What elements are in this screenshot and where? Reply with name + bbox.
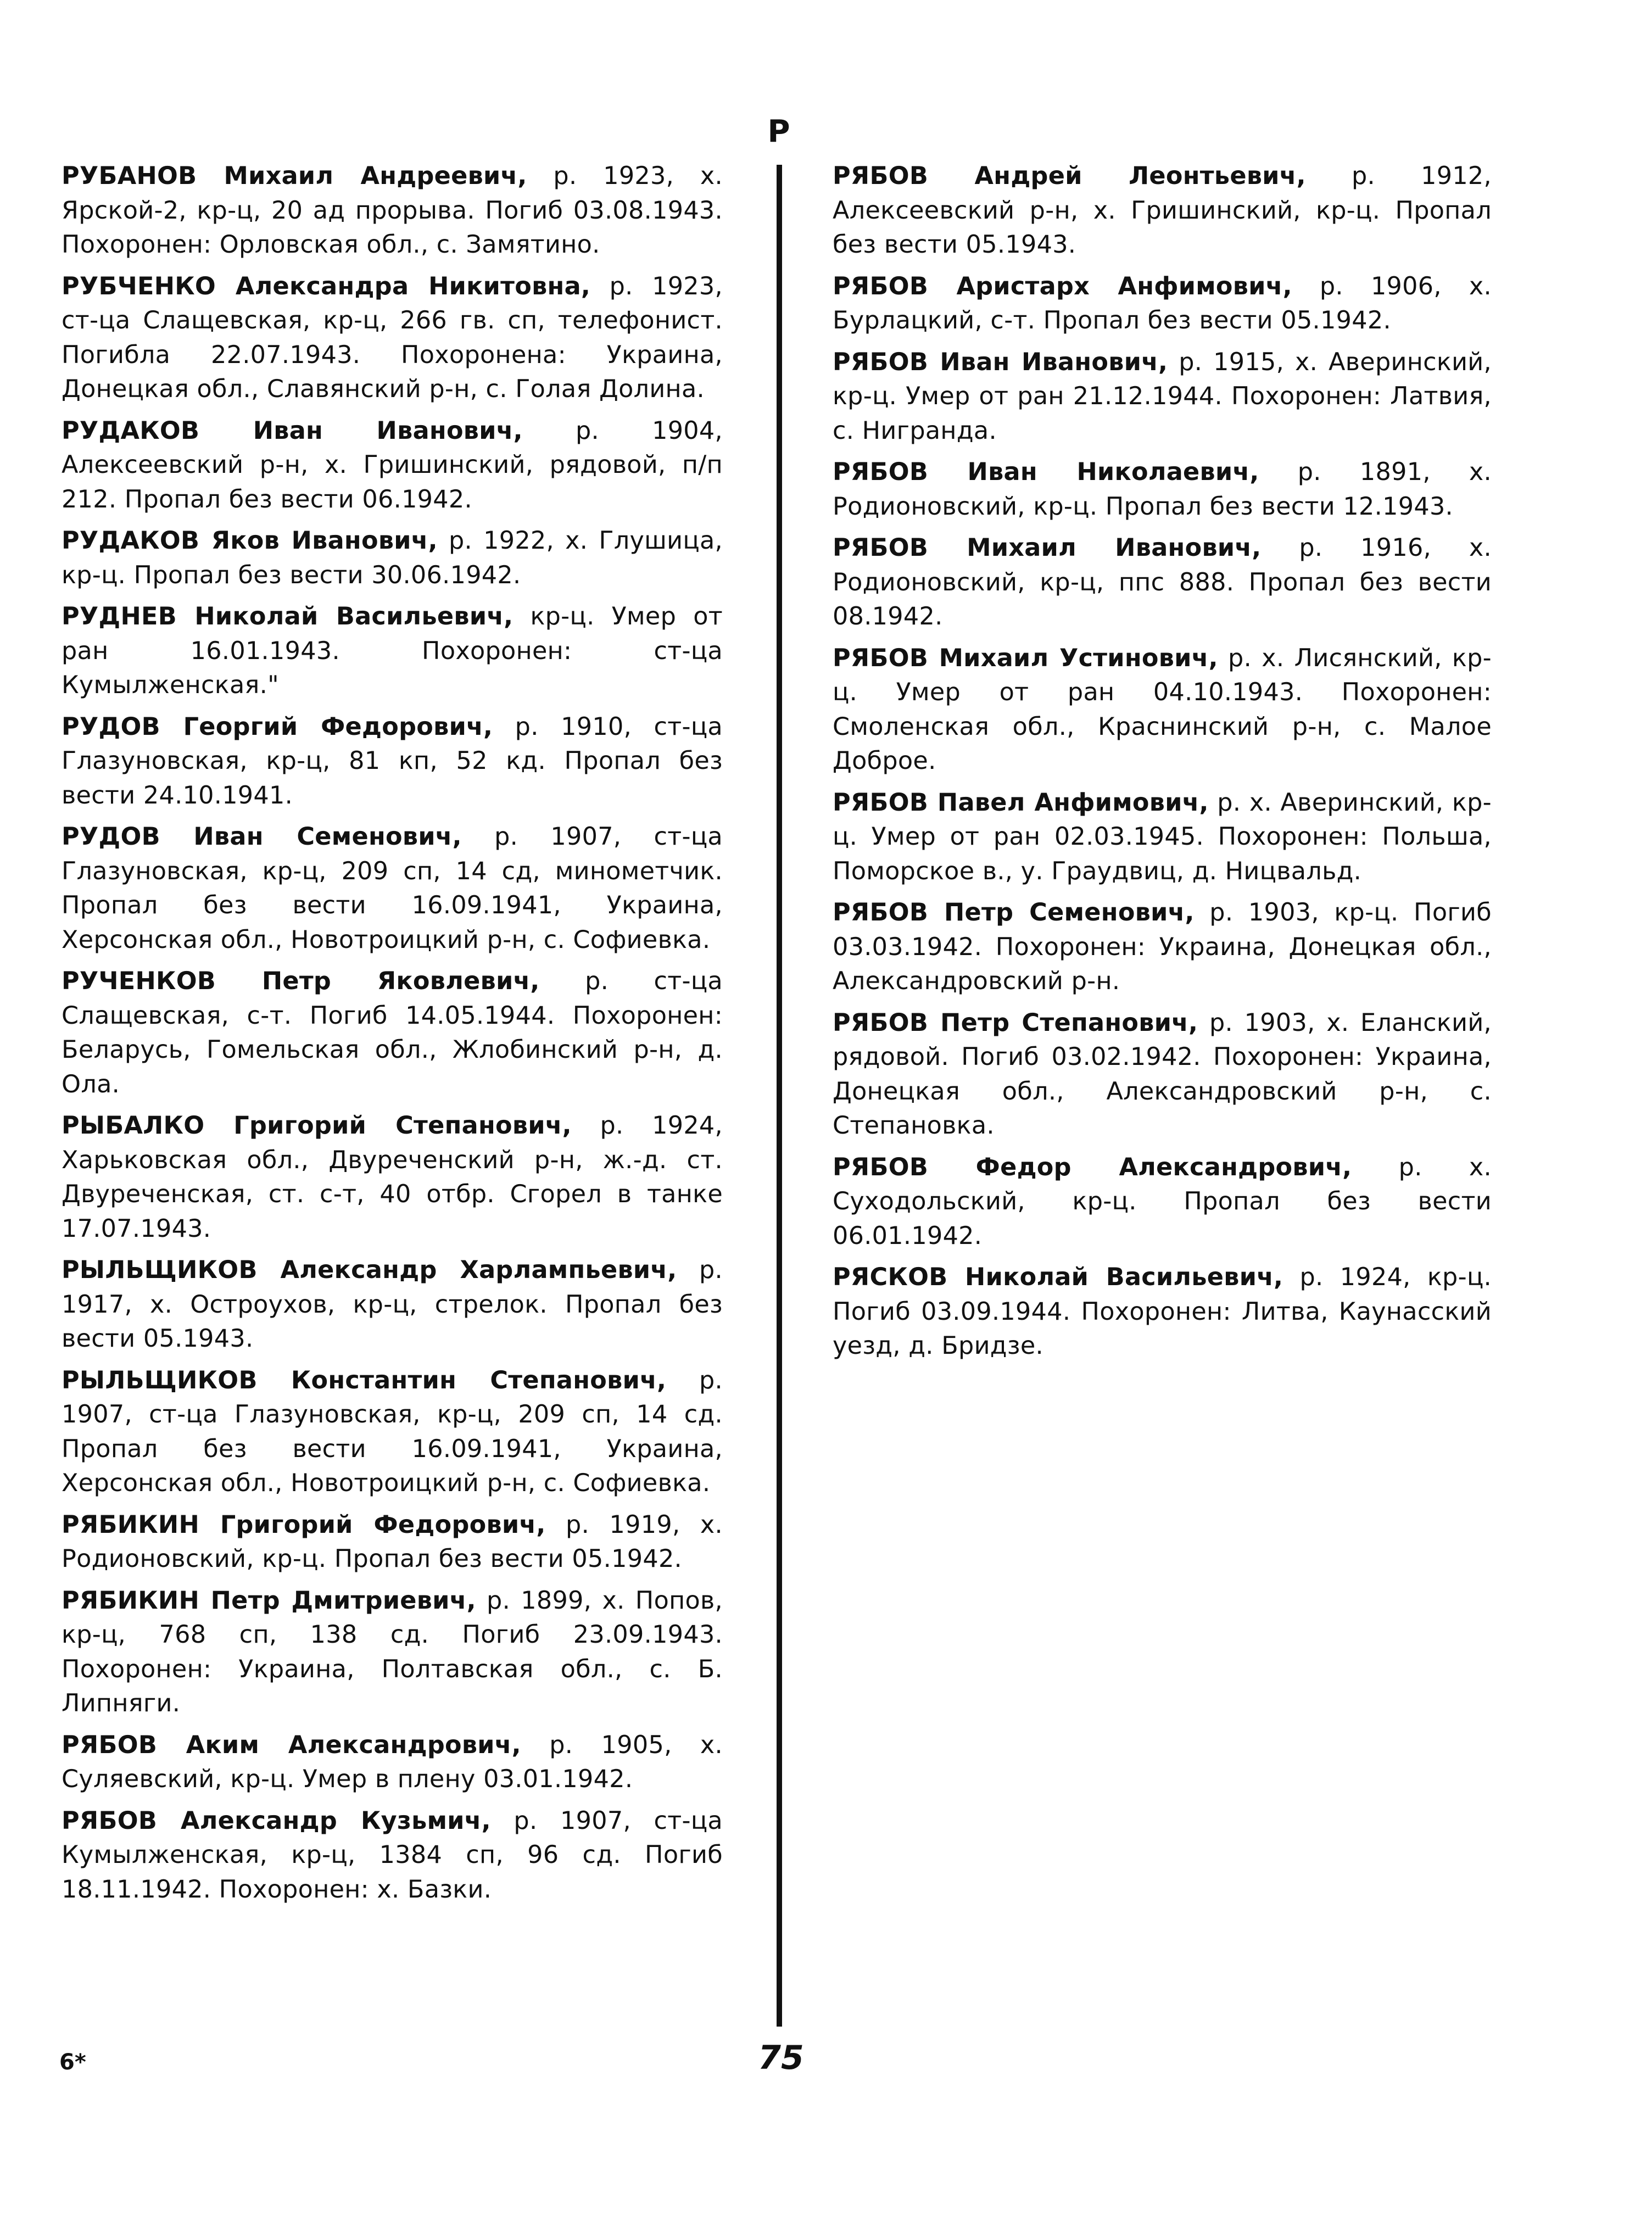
entry <box>62 270 723 407</box>
entry <box>833 1006 1492 1143</box>
left-column <box>62 159 723 1914</box>
entry-details: р. 1924, Харьковская обл., Двуреченский р-н, ж.-д. ст. Двуреченская, ст. с-т, 40 отбр. Сгорел в танке 17.07.1943. <box>62 1112 723 1243</box>
entry-details: кр-ц. Умер от ран 16.01.1943. Похоронен: ст-ца Кумылженская." <box>62 602 723 699</box>
entry-details: р. 1923, ст-ца Слащевская, кр-ц, 266 гв. сп, телефонист. Погибла 22.07.1943. Похоронена: Украина, Донецкая обл., Славянский р-н, с. Голая Долина. <box>62 272 723 403</box>
entry-details: р. х. Лисянский, кр-ц. Умер от ран 04.10.1943. Похоронен: Смоленская обл., Краснинский р-н, с. Малое Доброе. <box>833 644 1492 775</box>
entry-name: РУЧЕНКОВ Петр Яковлевич, <box>62 967 540 995</box>
entry <box>833 531 1492 634</box>
column-divider <box>777 165 782 2027</box>
entry-details: р. х. Аверинский, кр-ц. Умер от ран 02.03.1945. Похоронен: Польша, Поморское в., у. Граудвиц, д. Ницвальд. <box>833 788 1492 885</box>
entry-name: РЯБОВ Павел Анфимович, <box>833 788 1209 817</box>
entry-name: РУДАКОВ Иван Иванович, <box>62 416 523 445</box>
entry <box>62 820 723 957</box>
entry-name: РЯБОВ Иван Иванович, <box>833 348 1168 376</box>
entry-details: р. 1923, х. Ярской-2, кр-ц, 20 ад прорыва. Погиб 03.08.1943. Похоронен: Орловская обл., с. Замятино. <box>62 162 723 259</box>
entry <box>62 524 723 593</box>
entry-details: р. 1907, ст-ца Глазуновская, кр-ц, 209 сп, 14 сд. Пропал без вести 16.09.1941, Украина, Херсонская обл., Новотроицкий р-н, с. Софиевка. <box>62 1366 723 1497</box>
entry-name: РУДАКОВ Яков Иванович, <box>62 527 438 555</box>
entry <box>62 964 723 1102</box>
entry-name: РЯСКОВ Николай Васильевич, <box>833 1263 1283 1291</box>
entry-details: р. 1905, х. Суляевский, кр-ц. Умер в плену 03.01.1942. <box>62 1731 723 1793</box>
entry <box>62 1804 723 1907</box>
entry <box>62 159 723 263</box>
entry-details: р. 1910, ст-ца Глазуновская, кр-ц, 81 кп, 52 кд. Пропал без вести 24.10.1941. <box>62 712 723 810</box>
entry <box>62 1253 723 1357</box>
entry-details: р. 1924, кр-ц. Погиб 03.09.1944. Похоронен: Литва, Каунасский уезд, д. Бридзе. <box>833 1263 1492 1360</box>
entry-name: РЯБИКИН Петр Дмитриевич, <box>62 1586 476 1615</box>
entry <box>833 896 1492 999</box>
entry-name: РЯБОВ Андрей Леонтьевич, <box>833 162 1306 190</box>
section-letter: Р <box>767 114 790 149</box>
entry-details: р. 1916, х. Родионовский, кр-ц, ппс 888. Пропал без вести 08.1942. <box>833 534 1492 630</box>
entry <box>62 414 723 517</box>
entry-details: р. 1899, х. Попов, кр-ц, 768 сп, 138 сд. Погиб 23.09.1943. Похоронен: Украина, Полтавская обл., с. Б. Липняги. <box>62 1586 723 1717</box>
entry-details: р. 1922, х. Глушица, кр-ц. Пропал без вести 30.06.1942. <box>62 527 723 589</box>
right-column <box>833 159 1492 1371</box>
entry-name: РЯБОВ Петр Семенович, <box>833 899 1195 927</box>
entry-details: р. 1903, кр-ц. Погиб 03.03.1942. Похоронен: Украина, Донецкая обл., Александровский р-н. <box>833 899 1492 995</box>
entry <box>62 600 723 703</box>
entry-details: р. 1906, х. Бурлацкий, с-т. Пропал без вести 05.1942. <box>833 272 1492 334</box>
entry-name: РУБЧЕНКО Александра Никитовна, <box>62 272 591 300</box>
entry <box>62 1109 723 1246</box>
entry-name: РЯБОВ Иван Николаевич, <box>833 458 1259 486</box>
entry <box>833 1151 1492 1254</box>
entry-details: р. 1907, ст-ца Глазуновская, кр-ц, 209 сп, 14 сд, минометчик. Пропал без вести 16.09.1941, Украина, Херсонская обл., Новотроицкий р-н, с. Софиевка. <box>62 823 723 954</box>
entry <box>62 1584 723 1721</box>
entry-name: РЫЛЬЩИКОВ Константин Степанович, <box>62 1366 667 1394</box>
entry-name: РЯБОВ Петр Степанович, <box>833 1008 1198 1037</box>
entry-name: РУБАНОВ Михаил Андреевич, <box>62 162 527 190</box>
entry-name: РЯБИКИН Григорий Федорович, <box>62 1510 546 1539</box>
entry-name: РЯБОВ Михаил Устинович, <box>833 644 1218 672</box>
entry <box>833 641 1492 779</box>
entry <box>833 455 1492 524</box>
page-number: 75 <box>758 2039 804 2077</box>
entry-details: р. 1915, х. Аверинский, кр-ц. Умер от ран 21.12.1944. Похоронен: Латвия, с. Нигранда. <box>833 348 1492 445</box>
entry-name: РУДОВ Георгий Федорович, <box>62 712 493 741</box>
entry <box>833 270 1492 338</box>
entry-details: р. ст-ца Слащевская, с-т. Погиб 14.05.1944. Похоронен: Беларусь, Гомельская обл., Жлобинский р-н, д. Ола. <box>62 967 723 1098</box>
entry-details: р. 1904, Алексеевский р-н, х. Гришинский, рядовой, п/п 212. Пропал без вести 06.1942. <box>62 416 723 514</box>
entry-name: РУДОВ Иван Семенович, <box>62 823 462 851</box>
entry-name: РЯБОВ Аристарх Анфимович, <box>833 272 1292 300</box>
entry-details: р. 1903, х. Еланский, рядовой. Погиб 03.02.1942. Похоронен: Украина, Донецкая обл., Александровский р-н, с. Степановка. <box>833 1008 1492 1140</box>
entry-name: РЯБОВ Аким Александрович, <box>62 1731 521 1759</box>
entry-name: РЯБОВ Михаил Иванович, <box>833 534 1262 562</box>
entry <box>62 1508 723 1577</box>
entry <box>62 1364 723 1501</box>
entry-details: р. 1919, х. Родионовский, кр-ц. Пропал без вести 05.1942. <box>62 1510 723 1573</box>
entry <box>62 1728 723 1797</box>
entry-name: РЯБОВ Александр Кузьмич, <box>62 1806 491 1835</box>
entry <box>833 345 1492 449</box>
entry-details: р. 1917, х. Остроухов, кр-ц, стрелок. Пропал без вести 05.1943. <box>62 1256 723 1353</box>
entry-name: РЯБОВ Федор Александрович, <box>833 1153 1352 1181</box>
entry-details: р. 1907, ст-ца Кумылженская, кр-ц, 1384 сп, 96 сд. Погиб 18.11.1942. Похоронен: х. Базки. <box>62 1806 723 1904</box>
entry <box>833 786 1492 889</box>
signature-mark: 6* <box>59 2050 86 2075</box>
entry <box>833 1260 1492 1364</box>
entry-details: р. 1891, х. Родионовский, кр-ц. Пропал без вести 12.1943. <box>833 458 1492 521</box>
entry-details: р. х. Суходольский, кр-ц. Пропал без вести 06.01.1942. <box>833 1153 1492 1250</box>
entry <box>62 710 723 813</box>
entry <box>833 159 1492 263</box>
entry-name: РЫЛЬЩИКОВ Александр Харлампьевич, <box>62 1256 677 1284</box>
entry-name: РУДНЕВ Николай Васильевич, <box>62 602 514 630</box>
entry-details: р. 1912, Алексеевский р-н, х. Гришинский, кр-ц. Пропал без вести 05.1943. <box>833 162 1492 259</box>
entry-name: РЫБАЛКО Григорий Степанович, <box>62 1112 572 1140</box>
